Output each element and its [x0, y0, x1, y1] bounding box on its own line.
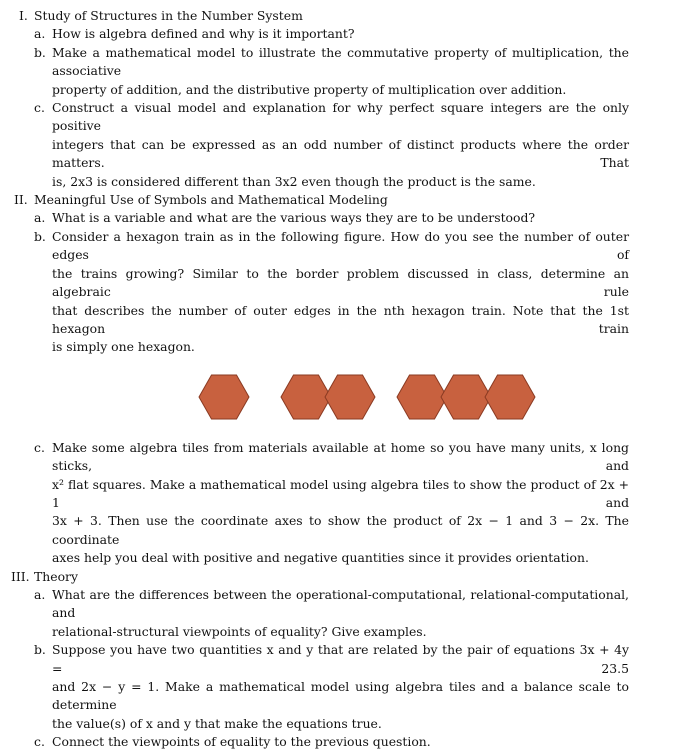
item-line: that describes the number of outer edges in the nth hexagon train. Note that the 1st hexagon train [52, 302, 629, 336]
item-letter: c. [34, 439, 45, 455]
list-item-3b [34, 641, 629, 733]
item-letter: a. [34, 586, 46, 602]
item-line: and 2x − y = 1. Make a mathematical model using algebra tiles and a balance scale to determine [52, 679, 629, 713]
item-line: 3x + 3. Then use the coordinate axes to show the product of 2x − 1 and 3 − 2x. The coordinate [52, 513, 629, 547]
section-numeral: I. [19, 8, 28, 23]
document [0, 7, 679, 752]
list-item-3c [34, 733, 629, 751]
item-line: is simply one hexagon. [52, 339, 195, 355]
list-item-1b [34, 44, 629, 99]
list-item-2c [34, 439, 629, 568]
hexagon-3-2 [441, 375, 491, 419]
section-3 [0, 568, 679, 752]
item-line: the value(s) of x and y that make the equations true. [52, 715, 382, 731]
section-title: Study of Structures in the Number System [34, 8, 303, 23]
hexagon-2-2 [325, 375, 375, 419]
item-line: property of addition, and the distributive property of multiplication over addition. [52, 81, 567, 97]
section-numeral: III. [11, 568, 30, 584]
item-line: integers that can be expressed as an odd number of distinct products where the order matters. That [52, 136, 629, 171]
item-letter: a. [34, 210, 46, 226]
hexagon-3-1 [397, 375, 447, 419]
item-letter: c. [34, 100, 45, 116]
item-line: axes help you deal with positive and negative quantities since it provides orientation. [52, 550, 589, 566]
item-letter: b. [34, 642, 46, 658]
item-line: Connect the viewpoints of equality to the previous question. [52, 734, 431, 750]
hexagon-2-1 [281, 375, 331, 419]
item-line: the trains growing? Similar to the border problem discussed in class, determine an algebraic rule [52, 265, 629, 300]
item-line: Construct a visual model and explanation for why perfect square integers are the only positive [52, 100, 629, 134]
item-line: Make some algebra tiles from materials available at home so you have many units, x long sticks, and [52, 439, 629, 474]
item-line: Make a mathematical model to illustrate the commutative property of multiplication, the associative [52, 44, 629, 79]
list-item-2a [34, 209, 629, 227]
section-2 [0, 191, 679, 568]
item-line: is, 2x3 is considered different than 3x2 even though the product is the same. [52, 173, 536, 189]
item-line: Suppose you have two quantities x and y that are related by the pair of equations 3x + 4y = 23.5 [52, 642, 629, 676]
item-line: x² flat squares. Make a mathematical model using algebra tiles to show the product of 2x + 1 and [52, 476, 629, 510]
list-item-2b [34, 228, 629, 357]
item-line: How is algebra defined and why is it important? [52, 26, 355, 42]
hexagon-3-3 [485, 375, 535, 419]
item-letter: b. [34, 228, 46, 244]
item-line: What are the differences between the operational-computational, relational-computational, and [52, 586, 629, 621]
list-item-1a [34, 25, 629, 43]
item-letter: c. [34, 734, 45, 750]
list-item-3a [34, 586, 629, 641]
list-item-1c [34, 99, 629, 191]
item-line: What is a variable and what are the various ways they are to be understood? [52, 210, 536, 226]
hexagon-train-figure [34, 357, 679, 439]
hexagon-trains-svg [34, 357, 634, 439]
item-line: Consider a hexagon train as in the following figure. How do you see the number of outer edges of [52, 228, 629, 263]
section-title: Theory [34, 568, 78, 584]
section-numeral: II. [14, 192, 28, 208]
hexagon-1-1 [199, 375, 249, 419]
section-title: Meaningful Use of Symbols and Mathematical Modeling [34, 192, 388, 208]
section-1 [0, 7, 679, 191]
item-letter: b. [34, 44, 46, 60]
hexagon-trains [199, 375, 535, 419]
item-line: relational-structural viewpoints of equality? Give examples. [52, 623, 427, 639]
item-letter: a. [34, 26, 46, 42]
